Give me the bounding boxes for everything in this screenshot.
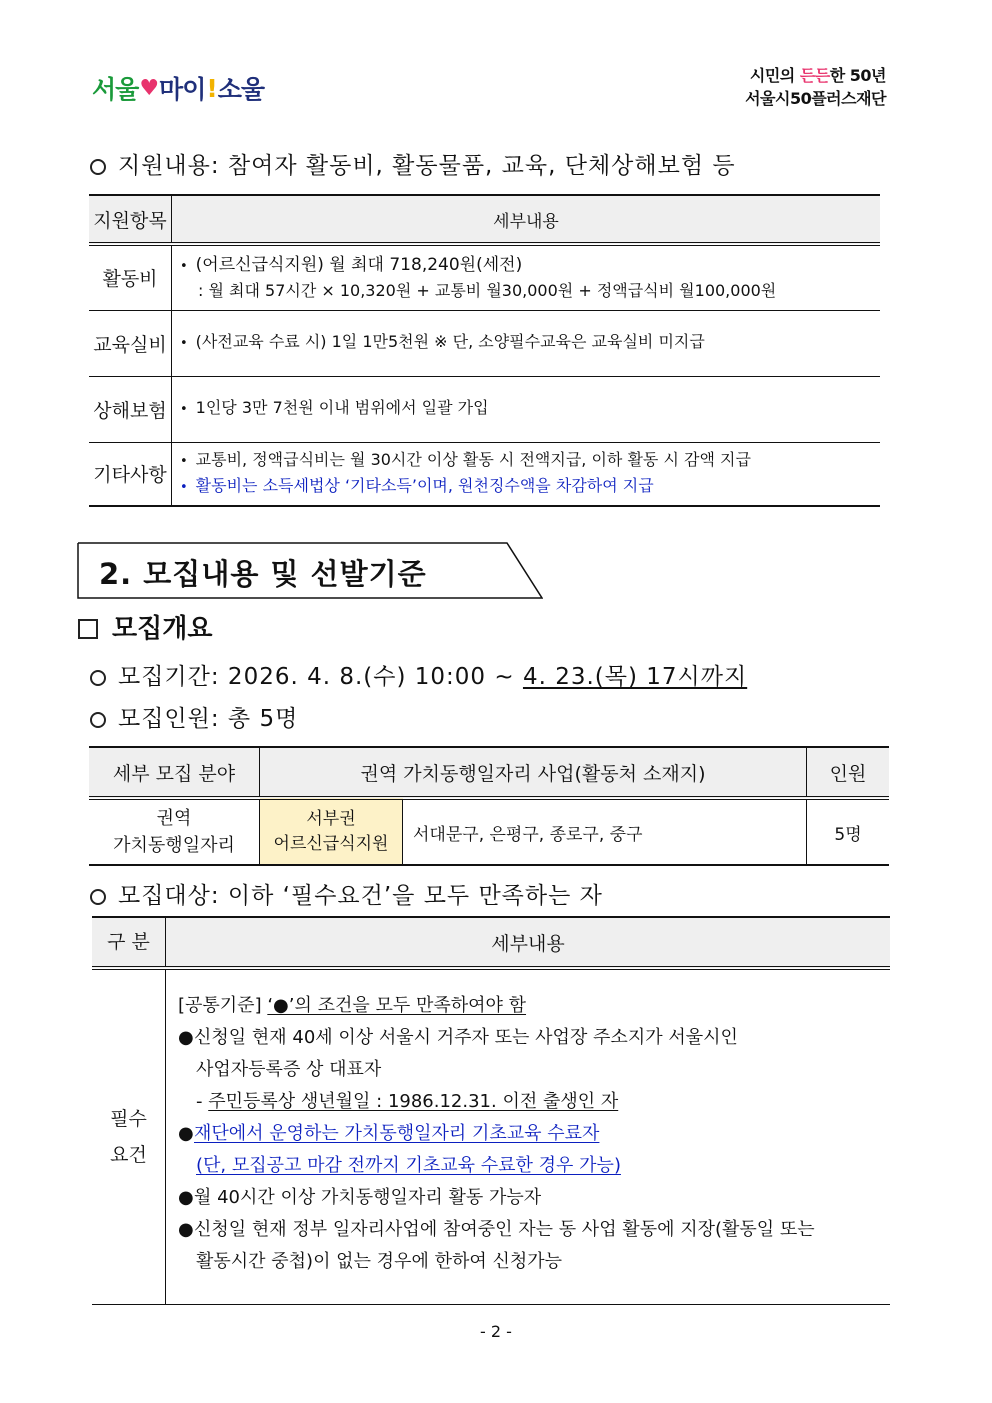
bullet-line-highlight (180, 474, 872, 500)
bullet-line (180, 396, 872, 422)
support-table (89, 194, 880, 507)
recruit-table (89, 746, 889, 866)
requirement-label (92, 968, 166, 1305)
recruit-count (90, 700, 298, 733)
target-heading (90, 877, 603, 910)
area-line: 어르신급식지원 (273, 834, 389, 854)
recruit-count-text: 모집인원: 총 5명 (118, 706, 299, 732)
item-text-cont: 사업자등록증 상 대표자 (196, 1059, 382, 1080)
table-header-row (89, 747, 889, 798)
detail-text: 활동비는 소득세법상 ‘기타소득’이며, 원천징수액을 차감하여 지급 (195, 475, 654, 495)
item-text: 월 40시간 이상 가치동행일자리 활동 가능자 (194, 1187, 542, 1208)
square-bullet-icon (78, 619, 98, 639)
detail-text: (어르신급식지원) 월 최대 718,240원(세전) (195, 254, 523, 275)
table-row (89, 244, 880, 310)
page-number: - 2 - (480, 1322, 512, 1341)
bullet-icon: • (180, 336, 188, 351)
requirements-table (92, 916, 890, 1305)
dash-icon: - (196, 1091, 209, 1112)
bullet-line (180, 448, 872, 474)
common-prefix: [공통기준] (178, 995, 268, 1016)
detail-text: (사전교육 수료 시) 1일 1만5천원 ※ 단, 소양필수교육은 교육실비 미지급 (195, 332, 705, 351)
item-text-cont: 활동시간 중첩)이 없는 경우에 한하여 신청가능 (196, 1251, 563, 1272)
circle-bullet-icon (90, 159, 106, 175)
field-cell (89, 798, 260, 865)
detail-text: 1인당 3만 7천원 이내 범위에서 일괄 가입 (195, 398, 489, 417)
section-title-text: 2. 모집내용 및 선발기준 (99, 557, 427, 591)
row-detail (172, 442, 881, 506)
label-line: 필수 (110, 1108, 147, 1130)
field-line: 권역 (156, 808, 192, 829)
item-text-cont (178, 1150, 878, 1182)
requirement-item-highlight (178, 1118, 878, 1150)
target-heading-text: 모집대상: 이하 ‘필수요건’을 모두 만족하는 자 (118, 883, 603, 909)
item-text: 신청일 현재 40세 이상 서울시 거주자 또는 사업장 주소지가 서울시인 (194, 1027, 738, 1048)
item-note: (단, 모집공고 마감 전까지 기초교육 수료한 경우 가능) (196, 1155, 621, 1176)
recruit-overview-heading (78, 608, 212, 645)
detail-text: : 월 최대 57시간 × 10,320원 + 교통비 월30,000원 + 정액급식비 월100,000원 (198, 280, 777, 300)
item-subline (178, 1086, 878, 1118)
requirement-content (166, 968, 891, 1305)
requirement-item (178, 1022, 878, 1054)
field-line: 가치동행일자리 (113, 835, 235, 856)
recruit-period (90, 658, 747, 691)
bullet-icon: ● (178, 1219, 194, 1240)
districts-cell: 서대문구, 은평구, 종로구, 중구 (413, 824, 643, 845)
table-row (89, 798, 889, 865)
common-criteria (178, 990, 878, 1022)
common-rule: ‘●’의 조건을 모두 만족하여야 함 (267, 995, 527, 1016)
section-title-box (77, 542, 543, 599)
area-cell (260, 798, 403, 865)
row-label: 활동비 (89, 244, 172, 310)
requirement-item (178, 1182, 878, 1214)
row-label: 상해보험 (89, 376, 172, 442)
item-text: 신청일 현재 정부 일자리사업에 참여중인 자는 동 사업 활동에 지장(활동일 또는 (194, 1219, 815, 1240)
bullet-icon: ● (178, 1187, 194, 1208)
table-row (89, 376, 880, 442)
slogan-line-2: 서울시50플러스재단 (745, 89, 886, 108)
table-row (89, 310, 880, 376)
bullet-icon: • (180, 453, 188, 469)
bullet-line (180, 253, 872, 279)
recruit-period-text: 모집기간: 2026. 4. 8.(수) 10:00 ~ (118, 664, 523, 690)
col-header-field: 세부 모집 분야 (89, 747, 260, 798)
requirement-item (178, 1214, 878, 1246)
circle-bullet-icon (90, 670, 106, 686)
col-header-count: 인원 (807, 747, 890, 798)
area-line: 서부권 (306, 809, 356, 829)
slogan-line-1 (745, 64, 886, 87)
row-label: 기타사항 (89, 442, 172, 506)
col-header-item: 지원항목 (89, 195, 172, 244)
row-detail (172, 310, 881, 376)
logo-text-seoul: 서울 (92, 75, 139, 104)
bullet-icon: ● (178, 1123, 194, 1144)
row-detail (172, 244, 881, 310)
bullet-icon: • (180, 479, 188, 495)
logo-text-soul: 소울 (217, 75, 265, 104)
table-header-row (92, 917, 890, 968)
col-header-category: 구 분 (92, 917, 166, 968)
col-header-business: 권역 가치동행일자리 사업(활동처 소재지) (260, 747, 807, 798)
item-text: 재단에서 운영하는 가치동행일자리 기초교육 수료자 (194, 1123, 600, 1144)
slogan-text-end: 한 50년 (829, 66, 886, 85)
recruit-period-end: 4. 23.(목) 17시까지 (522, 664, 748, 690)
foundation-slogan (745, 64, 886, 110)
item-subtext: 주민등록상 생년월일 : 1986.12.31. 이전 출생인 자 (208, 1091, 619, 1112)
heart-icon: ♥ (139, 75, 159, 101)
circle-bullet-icon (90, 712, 106, 728)
slogan-highlight: 든든 (799, 66, 830, 85)
support-heading-text: 지원내용: 참여자 활동비, 활동물품, 교육, 단체상해보험 등 (118, 153, 736, 179)
support-heading (90, 147, 736, 180)
bullet-icon: • (180, 402, 188, 417)
table-row (92, 968, 890, 1305)
label-line: 요건 (110, 1144, 147, 1166)
row-detail (172, 376, 881, 442)
circle-bullet-icon (90, 889, 106, 905)
detail-text: 교통비, 정액급식비는 월 30시간 이상 활동 시 전액지급, 이하 활동 시 감액 지급 (195, 449, 751, 469)
bullet-icon: • (180, 258, 188, 274)
count-cell: 5명 (807, 798, 890, 865)
col-header-detail: 세부내용 (166, 917, 891, 968)
table-row (89, 442, 880, 506)
row-label: 교육실비 (89, 310, 172, 376)
logo-text-my: 마이 (159, 75, 206, 104)
exclamation-icon: ! (206, 73, 217, 103)
recruit-overview-text: 모집개요 (112, 614, 213, 644)
bullet-icon: ● (178, 1027, 194, 1048)
seoul-my-soul-logo (92, 70, 264, 106)
bullet-line (180, 330, 872, 356)
slogan-text: 시민의 (749, 66, 800, 85)
col-header-detail: 세부내용 (172, 195, 881, 244)
table-header-row (89, 195, 880, 244)
